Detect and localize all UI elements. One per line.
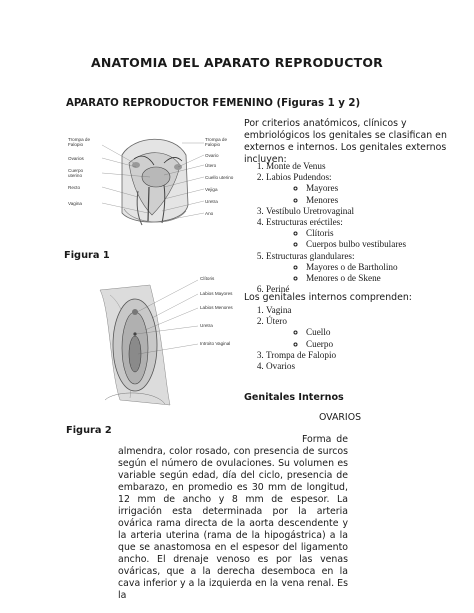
sub-list-item: ◦ Cuerpo bbox=[306, 339, 454, 350]
list-item: 1. Monte de Venus bbox=[266, 161, 454, 172]
fig1-label-right-4: Cuello uterino bbox=[205, 175, 234, 180]
fig1-label-left-5: Vagina bbox=[68, 201, 82, 206]
list-item: 1. Vagina bbox=[266, 305, 454, 316]
list-item: 3. Trompa de Falopio bbox=[266, 350, 454, 361]
intro-paragraph: Por criterios anatómicos, clínicos y embriológicos los genitales se clasifican en externos e internos. Los genitales externos incluyen: bbox=[244, 118, 447, 165]
fig2-label-labios-menores: Labios Menores bbox=[200, 305, 233, 310]
fig1-label-right-6: Uretra bbox=[205, 199, 218, 204]
list-item: 2. Útero ◦ Cuello ◦ Cuerpo bbox=[266, 316, 454, 350]
fig1-label-left-2: Ovarios bbox=[68, 156, 84, 161]
external-genitalia-list bbox=[244, 161, 454, 295]
fig1-label-left-3: Cuerpo uterino bbox=[68, 168, 84, 178]
page-title: ANATOMIA DEL APARATO REPRODUCTOR bbox=[91, 55, 383, 70]
figure-1-caption: Figura 1 bbox=[64, 250, 110, 261]
figure-2-caption: Figura 2 bbox=[66, 425, 112, 436]
fig1-label-right-3: Útero bbox=[205, 163, 217, 168]
list-item: 2. Labios Pudendos: ◦ Mayores ◦ Menores bbox=[266, 172, 454, 206]
figure-1 bbox=[64, 125, 244, 245]
fig1-label-right-5: Vejiga bbox=[205, 187, 218, 192]
internal-genitalia-list bbox=[244, 305, 454, 372]
ovarios-paragraph: Forma de almendra, color rosado, con presencia de surcos según el número de ovulaciones. Su volumen es variable según edad, día del ciclo, presencia de embarazo, en promedio es 30 mm de longitud, 12 mm de ancho y 8 mm de espesor. La irrigación esta determinada por la arteria ovárica rama directa de la aorta descendente y la arteria uterina (rama de la hipogástrica) a la que se anastomosa en el espesor del ligamento ancho. El drenaje venoso es por las venas ováricas, que a la derecha desemboca en la cava inferior y a la izquierda en la vena renal. Es la bbox=[118, 434, 348, 601]
sub-list-item: ◦ Cuerpos bulbo vestibulares bbox=[306, 239, 454, 250]
fig2-label-labios-mayores: Labios Mayores bbox=[200, 291, 233, 296]
list-item: 3. Vestíbulo Uretrovaginal bbox=[266, 206, 454, 217]
internal-intro: Los genitales internos comprenden: bbox=[244, 292, 412, 303]
sub-list-item: ◦ Clítoris bbox=[306, 228, 454, 239]
fig2-label-uretra: Uretra bbox=[200, 323, 213, 328]
list-item: 4. Ovarios bbox=[266, 361, 454, 372]
list-item: 6. Periné bbox=[266, 284, 454, 295]
fig1-label-right-1: Trompa de Falopio bbox=[205, 137, 228, 147]
list-item: 5. Estructuras glandulares: ◦ Mayores o de Bartholino ◦ Menores o de Skene bbox=[266, 251, 454, 285]
fig2-label-introito: Introito Vaginal bbox=[200, 341, 231, 346]
section-subtitle: APARATO REPRODUCTOR FEMENINO (Figuras 1 y 2) bbox=[66, 98, 361, 109]
sub-list-item: ◦ Mayores o de Bartholino bbox=[306, 262, 454, 273]
section-heading: Genitales Internos bbox=[244, 392, 344, 403]
fig2-label-clitoris: Clítoris bbox=[200, 276, 215, 281]
fig1-label-right-7: Ano bbox=[205, 211, 214, 216]
sub-list-item: ◦ Mayores bbox=[306, 183, 454, 194]
sub-list-item: ◦ Menores bbox=[306, 195, 454, 206]
fig1-label-right-2: Ovario bbox=[205, 153, 219, 158]
section-subheading: OVARIOS bbox=[318, 412, 362, 423]
figure-2 bbox=[90, 270, 240, 410]
fig1-label-left-1: Trompa de Falopio bbox=[68, 137, 91, 147]
fig1-label-left-4: Recto bbox=[68, 185, 81, 190]
list-item: 4. Estructuras eréctiles: ◦ Clítoris ◦ Cuerpos bulbo vestibulares bbox=[266, 217, 454, 251]
sub-list-item: ◦ Cuello bbox=[306, 327, 454, 338]
sub-list-item: ◦ Menores o de Skene bbox=[306, 273, 454, 284]
